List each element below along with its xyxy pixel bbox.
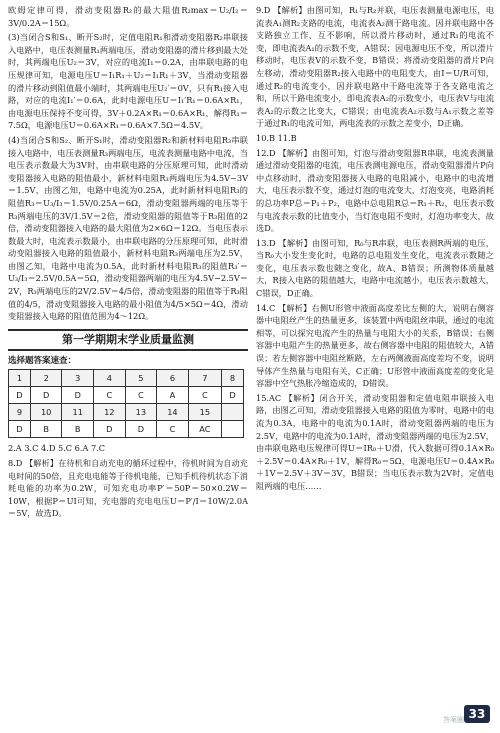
table-cell: D <box>9 387 31 404</box>
page-number: 33 <box>464 705 490 723</box>
table-cell: AC <box>188 421 221 438</box>
paragraph: 14.C 【解析】右侧U形管中液面高度差比左侧的大，说明右侧容器中电阻丝产生的热量更多，该装置中两电阻丝串联，通过的电流相等，可以探究电流产生的热量与电阻大小的关系，B错误；右侧容器中电阻产生的热量更多，故右侧容器中电阻的阻值较大，A错误；若左侧容器中电阻丝断路，左右两侧液面高度差均不变，说明导体产生热量与电阻有关，C正确；U形管中液面高度差的变化是容器中空气热胀冷缩造成的，D错误。 <box>256 302 494 389</box>
paragraph: 9.D 【解析】由图可知，R₁与R₂并联，电压表测量电源电压，电流表A₁测R₂支路的电流，电流表A₂测干路电流。因并联电路中各支路独立工作、互不影响，所以滑片移动时，通过R₁的电流不变，即电流表A₁的示数不变，A错误；因电源电压不变，所以滑片移动时，电压表V的示数不变，B错误；将滑动变阻器的滑片P向左移动，滑动变阻器R₂接入电路中的电阻变大，由I＝U/R可知，通过R₂的电流变小，因并联电路中干路电流等于各支路电流之和，所以干路电流变小，即电流表A₂的示数变小，电压表V与电流表A₂的示数之比变大，C错误；由电流表A₂示数与A₁示数之差等于通过R₁的电流可知，两电流表的示数之差变小，D正确。 <box>256 5 494 129</box>
paragraph: 12.D 【解析】由图可知，灯泡与滑动变阻器R串联，电流表测量通过滑动变阻器的电流，电压表测电源电压，滑动变阻器滑片P向中点移动时，滑动变阻器接入电路的电阻减小，电路中的电流增大，电压表示数不变，通过灯泡的电流变大，灯泡变亮，电路消耗的总功率P总＝P₁＋P₂，电路中总电阻R总＝R₁＋R₂，电压表示数与电流表示数的比值变小，当灯泡电阻不变时，灯泡功率变大，故选D。 <box>256 147 494 234</box>
table-cell: 6 <box>157 370 189 387</box>
table-cell: 14 <box>157 404 189 421</box>
table-cell: 15 <box>188 404 221 421</box>
table-cell: 2 <box>30 370 62 387</box>
table-row <box>9 370 244 387</box>
table-cell: 8 <box>222 370 244 387</box>
paragraph: 欧姆定律可得，滑动变阻器R₂的最大阻值R₂max＝U₂/I₂＝3V/0.2A＝15Ω。 <box>8 5 248 28</box>
answer-table <box>8 369 244 438</box>
watermark: 答案圈 <box>443 716 464 724</box>
table-cell: 12 <box>94 404 126 421</box>
paragraph: 8.D 【解析】在待机和自动充电的循环过程中，待机时间为自动充电时间的50倍，且充电电能等于待机电能，已知手机待机状态下消耗电能的功率为0.2W，可知充电功率P′＝50P＝50×0.2W＝10W，根据P＝UI可知，充电器的充电电压U＝P′/I＝10W/2.0A＝5V，故选D。 <box>8 458 248 519</box>
table-cell: C <box>94 387 126 404</box>
paragraph: 13.D 【解析】由图可知，R₀与R串联，电压表测R两端的电压，当R₀大小发生变化时，电路的总电阻发生变化，电流表示数随之变化，电压表示数也随之变化，故A、B错误；所测物体质量越大，R接入电路的阻值越大，电路中电流越小，电压表示数越大，C错误，D正确。 <box>256 237 494 299</box>
table-cell: D <box>30 387 62 404</box>
paragraph: 2.A 3.C 4.D 5.C 6.A 7.C <box>8 443 106 454</box>
table-cell: C <box>125 387 157 404</box>
table-cell: 3 <box>62 370 94 387</box>
table-cell: B <box>30 421 62 438</box>
table-row <box>9 404 244 421</box>
table-row <box>9 421 244 438</box>
table-cell: C <box>188 387 221 404</box>
table-cell: 7 <box>188 370 221 387</box>
table-cell <box>222 421 244 438</box>
table-cell: D <box>222 387 244 404</box>
paragraph: 10.B 11.B <box>256 132 297 143</box>
table-cell: 11 <box>62 404 94 421</box>
table-cell: 9 <box>9 404 31 421</box>
table-cell: 13 <box>125 404 157 421</box>
table-cell: C <box>157 421 189 438</box>
table-cell: D <box>9 421 31 438</box>
table-cell: D <box>62 387 94 404</box>
table-row <box>9 387 244 404</box>
right-column <box>256 4 494 495</box>
table-cell: 1 <box>9 370 31 387</box>
table-cell: D <box>94 421 126 438</box>
table-cell: 10 <box>30 404 62 421</box>
table-cell: 5 <box>125 370 157 387</box>
paragraph: (3)当闭合S和S₁、断开S₂时，定值电阻R₁和滑动变阻器R₂串联接入电路中，电压表测量R₁两端电压，滑动变阻器的滑片移到最大处时，其两端电压U₂＝3V，对应的电流I₁＝0.2A，由串联电路的电压规律可知，电源电压U＝I₁R₁＋U₂＝I₁R₁＋3V，当滑动变阻器的滑片移动到阻值最小端时，其两端电压U₂′＝0V，只有R₁接入电路，对应的电流I₁′＝0.6A，此时电源电压U＝I₁′R₁＝0.6A×R₁，由电源电压保持不变可得，3V＋0.2A×R₁＝0.6A×R₁，解得R₁＝7.5Ω，电源电压U＝0.6A×R₁＝0.6A×7.5Ω＝4.5V。 <box>8 32 248 131</box>
paragraph: 15.AC 【解析】闭合开关，滑动变阻器和定值电阻串联接入电路，由图乙可知，滑动变阻器接入电路的阻值为零时，电路中的电流为0.3A，电路中的电流为0.1A时，滑动变阻器两端的电压为2.5V，电路中的电流为0.1A时，滑动变阻器两端的电压为2.5V，由串联电路电压规律可得U＝IR₀＋U滑，代入数据可得0.1A×R₀＋2.5V＝0.4A×R₀＋1V，解得R₀＝5Ω，电源电压U＝0.4A×R₀＋1V＝2.5V＋3V＝3V，B错误；当电压表示数为2V时，定值电阻两端的电压…… <box>256 392 494 491</box>
table-cell: 4 <box>94 370 126 387</box>
left-column <box>8 4 248 522</box>
table-cell: B <box>62 421 94 438</box>
section-banner: 第一学期期末学业质量监测 <box>8 329 248 351</box>
table-cell: D <box>125 421 157 438</box>
table-cell <box>222 404 244 421</box>
quick-answer-label: 选择题答案速查： <box>8 355 77 366</box>
paragraph: (4)当闭合S和S₂、断开S₁时，滑动变阻器R₂和新材料电阻R₃串联接入电路中，电压表测量R₃两端电压，电流表测量电路中电流，当电压表示数最大为3V时，由串联电路的分压原理可知，此时滑动变阻器接入电路的阻值最小，新材料电阻R₃两端电压为4.5V−3V＝1.5V，由图乙知，电路中电流为0.25A，此时新材料电阻R₃的阻值R₃＝U₃/I₃＝1.5V/0.25A＝6Ω，滑动变阻器两端的电压等于R₃两端电压的3V/1.5V＝2倍，滑动变阻器的阻值等于R₃阻值的2倍，滑动变阻器接入电路的最大阻值为2×6Ω＝12Ω。当电压表示数最大时，电流表示数最小，由串联电路的分压原理可知，此时滑动变阻器接入电路的阻值最小，新材料电阻R₃两端电压为2.5V，由图乙知，电路中电流为0.5A，此时新材料电阻R₃的阻值R₃′＝U₃/I₃＝2.5V/0.5A＝5Ω，滑动变阻器两端的电压为4.5V−2.5V＝2V，R₃两端电压的2V/2.5V＝4/5倍，滑动变阻器的阻值等于R₃阻值的4/5，滑动变阻器接入电路的最小阻值为4/5×5Ω＝4Ω，滑动变阻器接入电路的阻值范围为4～12Ω。 <box>8 134 248 322</box>
table-cell: A <box>157 387 189 404</box>
